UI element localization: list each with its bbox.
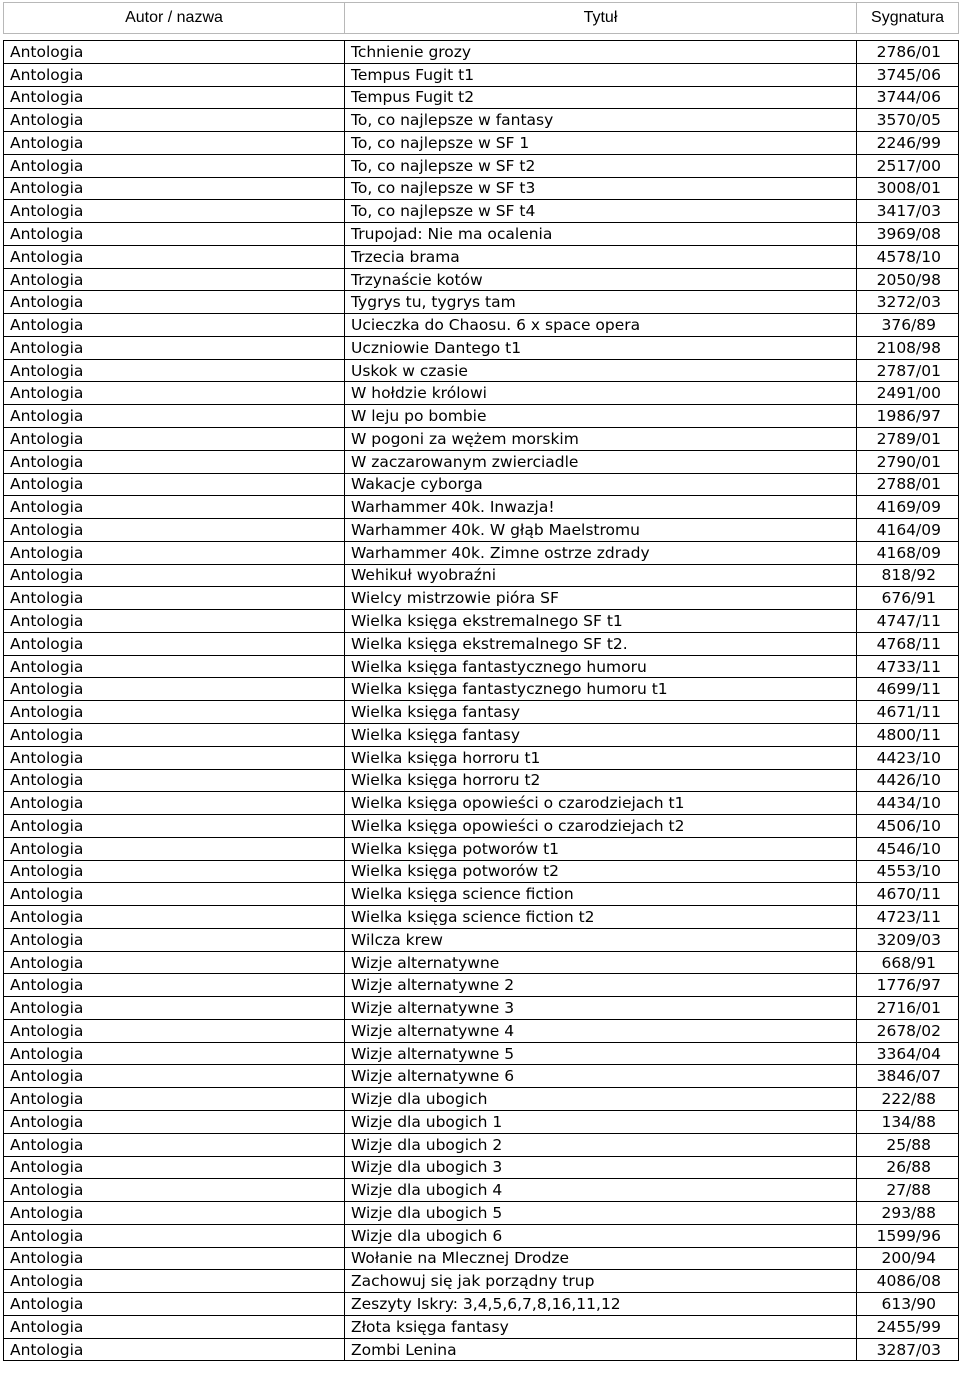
table-row <box>4 1019 959 1042</box>
title-cell: Wielka księga potworów t2 <box>345 860 857 883</box>
author-cell: Antologia <box>4 587 345 610</box>
table-row <box>4 496 959 519</box>
author-cell: Antologia <box>4 541 345 564</box>
table-row <box>4 1110 959 1133</box>
signature-cell: 4578/10 <box>857 245 959 268</box>
title-cell: Trupojad: Nie ma ocalenia <box>345 223 857 246</box>
author-cell: Antologia <box>4 154 345 177</box>
signature-cell: 3744/06 <box>857 86 959 109</box>
title-cell: Wielka księga fantastycznego humoru <box>345 655 857 678</box>
title-cell: Wilcza krew <box>345 928 857 951</box>
title-cell: Tempus Fugit t1 <box>345 63 857 86</box>
author-cell: Antologia <box>4 496 345 519</box>
table-row <box>4 519 959 542</box>
author-cell: Antologia <box>4 132 345 155</box>
title-cell: Wizje dla ubogich <box>345 1088 857 1111</box>
table-row <box>4 701 959 724</box>
table-row <box>4 336 959 359</box>
title-cell: Tempus Fugit t2 <box>345 86 857 109</box>
table-row <box>4 1338 959 1361</box>
author-cell: Antologia <box>4 200 345 223</box>
title-cell: Wizje alternatywne <box>345 951 857 974</box>
author-cell: Antologia <box>4 632 345 655</box>
table-row <box>4 564 959 587</box>
signature-cell: 3287/03 <box>857 1338 959 1361</box>
table-row <box>4 1088 959 1111</box>
table-row <box>4 723 959 746</box>
signature-cell: 4671/11 <box>857 701 959 724</box>
table-row <box>4 792 959 815</box>
title-cell: Wizje dla ubogich 3 <box>345 1156 857 1179</box>
table-row <box>4 1293 959 1316</box>
table-row <box>4 382 959 405</box>
catalog-table <box>3 2 959 1361</box>
table-row <box>4 1156 959 1179</box>
title-cell: Trzynaście kotów <box>345 268 857 291</box>
signature-cell: 4506/10 <box>857 815 959 838</box>
signature-cell: 4434/10 <box>857 792 959 815</box>
author-cell: Antologia <box>4 336 345 359</box>
signature-cell: 293/88 <box>857 1202 959 1225</box>
title-cell: To, co najlepsze w SF t3 <box>345 177 857 200</box>
title-cell: Wizje dla ubogich 5 <box>345 1202 857 1225</box>
header-author: Autor / nazwa <box>4 3 345 34</box>
author-cell: Antologia <box>4 41 345 64</box>
signature-cell: 4747/11 <box>857 610 959 633</box>
table-row <box>4 997 959 1020</box>
signature-cell: 1599/96 <box>857 1224 959 1247</box>
author-cell: Antologia <box>4 564 345 587</box>
table-row <box>4 1270 959 1293</box>
author-cell: Antologia <box>4 519 345 542</box>
signature-cell: 2050/98 <box>857 268 959 291</box>
signature-cell: 2788/01 <box>857 473 959 496</box>
table-row <box>4 86 959 109</box>
author-cell: Antologia <box>4 1224 345 1247</box>
author-cell: Antologia <box>4 1133 345 1156</box>
signature-cell: 4733/11 <box>857 655 959 678</box>
table-row <box>4 109 959 132</box>
table-row <box>4 906 959 929</box>
table-row <box>4 1315 959 1338</box>
author-cell: Antologia <box>4 291 345 314</box>
signature-cell: 4723/11 <box>857 906 959 929</box>
title-cell: Wielka księga science fiction <box>345 883 857 906</box>
signature-cell: 1986/97 <box>857 405 959 428</box>
title-cell: Warhammer 40k. Inwazja! <box>345 496 857 519</box>
signature-cell: 676/91 <box>857 587 959 610</box>
title-cell: Wielka księga ekstremalnego SF t2. <box>345 632 857 655</box>
signature-cell: 3008/01 <box>857 177 959 200</box>
author-cell: Antologia <box>4 1019 345 1042</box>
table-row <box>4 428 959 451</box>
signature-cell: 4553/10 <box>857 860 959 883</box>
table-row <box>4 541 959 564</box>
table-row <box>4 1202 959 1225</box>
table-row <box>4 1247 959 1270</box>
signature-cell: 1776/97 <box>857 974 959 997</box>
title-cell: W zaczarowanym zwierciadle <box>345 450 857 473</box>
table-row <box>4 132 959 155</box>
table-row <box>4 405 959 428</box>
author-cell: Antologia <box>4 109 345 132</box>
table-row <box>4 359 959 382</box>
table-row <box>4 1065 959 1088</box>
table-row <box>4 450 959 473</box>
author-cell: Antologia <box>4 769 345 792</box>
title-cell: Tygrys tu, tygrys tam <box>345 291 857 314</box>
signature-cell: 3745/06 <box>857 63 959 86</box>
signature-cell: 2790/01 <box>857 450 959 473</box>
signature-cell: 2517/00 <box>857 154 959 177</box>
author-cell: Antologia <box>4 428 345 451</box>
table-row <box>4 177 959 200</box>
signature-cell: 4423/10 <box>857 746 959 769</box>
table-row <box>4 291 959 314</box>
signature-cell: 3417/03 <box>857 200 959 223</box>
author-cell: Antologia <box>4 678 345 701</box>
signature-cell: 4086/08 <box>857 1270 959 1293</box>
signature-cell: 4164/09 <box>857 519 959 542</box>
signature-cell: 27/88 <box>857 1179 959 1202</box>
title-cell: To, co najlepsze w SF t2 <box>345 154 857 177</box>
signature-cell: 200/94 <box>857 1247 959 1270</box>
title-cell: Wizje dla ubogich 6 <box>345 1224 857 1247</box>
table-row <box>4 655 959 678</box>
title-cell: Wielka księga opowieści o czarodziejach t2 <box>345 815 857 838</box>
signature-cell: 818/92 <box>857 564 959 587</box>
table-row <box>4 1179 959 1202</box>
table-row <box>4 815 959 838</box>
author-cell: Antologia <box>4 1065 345 1088</box>
table-row <box>4 837 959 860</box>
signature-cell: 4699/11 <box>857 678 959 701</box>
author-cell: Antologia <box>4 1110 345 1133</box>
header-signature: Sygnatura <box>857 3 959 34</box>
signature-cell: 2108/98 <box>857 336 959 359</box>
table-row <box>4 200 959 223</box>
title-cell: Wielka księga horroru t2 <box>345 769 857 792</box>
gap-cell <box>4 34 959 41</box>
author-cell: Antologia <box>4 951 345 974</box>
author-cell: Antologia <box>4 268 345 291</box>
signature-cell: 4768/11 <box>857 632 959 655</box>
author-cell: Antologia <box>4 1338 345 1361</box>
table-row <box>4 245 959 268</box>
title-cell: Warhammer 40k. Zimne ostrze zdrady <box>345 541 857 564</box>
title-cell: Wielka księga potworów t1 <box>345 837 857 860</box>
table-row <box>4 314 959 337</box>
author-cell: Antologia <box>4 928 345 951</box>
author-cell: Antologia <box>4 1293 345 1316</box>
signature-cell: 3969/08 <box>857 223 959 246</box>
title-cell: Wielcy mistrzowie pióra SF <box>345 587 857 610</box>
title-cell: Wizje dla ubogich 2 <box>345 1133 857 1156</box>
author-cell: Antologia <box>4 860 345 883</box>
signature-cell: 668/91 <box>857 951 959 974</box>
signature-cell: 2716/01 <box>857 997 959 1020</box>
title-cell: Wizje alternatywne 6 <box>345 1065 857 1088</box>
signature-cell: 25/88 <box>857 1133 959 1156</box>
signature-cell: 134/88 <box>857 1110 959 1133</box>
author-cell: Antologia <box>4 314 345 337</box>
author-cell: Antologia <box>4 359 345 382</box>
title-cell: Zachowuj się jak porządny trup <box>345 1270 857 1293</box>
title-cell: Wizje alternatywne 2 <box>345 974 857 997</box>
author-cell: Antologia <box>4 86 345 109</box>
title-cell: To, co najlepsze w SF t4 <box>345 200 857 223</box>
table-row <box>4 268 959 291</box>
table-row <box>4 746 959 769</box>
signature-cell: 4169/09 <box>857 496 959 519</box>
author-cell: Antologia <box>4 1179 345 1202</box>
author-cell: Antologia <box>4 1315 345 1338</box>
title-cell: Wehikuł wyobraźni <box>345 564 857 587</box>
author-cell: Antologia <box>4 701 345 724</box>
author-cell: Antologia <box>4 655 345 678</box>
title-cell: Zeszyty Iskry: 3,4,5,6,7,8,16,11,12 <box>345 1293 857 1316</box>
signature-cell: 4426/10 <box>857 769 959 792</box>
signature-cell: 26/88 <box>857 1156 959 1179</box>
table-row <box>4 1042 959 1065</box>
author-cell: Antologia <box>4 223 345 246</box>
title-cell: Wielka księga science fiction t2 <box>345 906 857 929</box>
author-cell: Antologia <box>4 974 345 997</box>
title-cell: Wielka księga opowieści o czarodziejach t1 <box>345 792 857 815</box>
title-cell: Wizje alternatywne 5 <box>345 1042 857 1065</box>
title-cell: Uczniowie Dantego t1 <box>345 336 857 359</box>
title-cell: Wielka księga fantasy <box>345 701 857 724</box>
title-cell: Wielka księga fantastycznego humoru t1 <box>345 678 857 701</box>
title-cell: Wielka księga fantasy <box>345 723 857 746</box>
author-cell: Antologia <box>4 382 345 405</box>
author-cell: Antologia <box>4 837 345 860</box>
header-row <box>4 3 959 34</box>
table-row <box>4 1224 959 1247</box>
signature-cell: 3846/07 <box>857 1065 959 1088</box>
signature-cell: 3570/05 <box>857 109 959 132</box>
title-cell: Ucieczka do Chaosu. 6 x space opera <box>345 314 857 337</box>
author-cell: Antologia <box>4 63 345 86</box>
signature-cell: 2246/99 <box>857 132 959 155</box>
table-row <box>4 974 959 997</box>
table-row <box>4 678 959 701</box>
author-cell: Antologia <box>4 1156 345 1179</box>
author-cell: Antologia <box>4 883 345 906</box>
author-cell: Antologia <box>4 177 345 200</box>
author-cell: Antologia <box>4 1088 345 1111</box>
signature-cell: 613/90 <box>857 1293 959 1316</box>
table-row <box>4 63 959 86</box>
table-row <box>4 951 959 974</box>
author-cell: Antologia <box>4 746 345 769</box>
title-cell: Wielka księga horroru t1 <box>345 746 857 769</box>
author-cell: Antologia <box>4 723 345 746</box>
table-row <box>4 154 959 177</box>
title-cell: Zombi Lenina <box>345 1338 857 1361</box>
title-cell: Wołanie na Mlecznej Drodze <box>345 1247 857 1270</box>
title-cell: Warhammer 40k. W głąb Maelstromu <box>345 519 857 542</box>
signature-cell: 4168/09 <box>857 541 959 564</box>
title-cell: Złota księga fantasy <box>345 1315 857 1338</box>
signature-cell: 2786/01 <box>857 41 959 64</box>
signature-cell: 2789/01 <box>857 428 959 451</box>
signature-cell: 2455/99 <box>857 1315 959 1338</box>
table-row <box>4 769 959 792</box>
title-cell: Wielka księga ekstremalnego SF t1 <box>345 610 857 633</box>
title-cell: W leju po bombie <box>345 405 857 428</box>
title-cell: To, co najlepsze w SF 1 <box>345 132 857 155</box>
header-title: Tytuł <box>345 3 857 34</box>
author-cell: Antologia <box>4 610 345 633</box>
table-row <box>4 860 959 883</box>
signature-cell: 2491/00 <box>857 382 959 405</box>
header-gap <box>4 34 959 41</box>
author-cell: Antologia <box>4 1202 345 1225</box>
table-row <box>4 1133 959 1156</box>
signature-cell: 3364/04 <box>857 1042 959 1065</box>
author-cell: Antologia <box>4 815 345 838</box>
author-cell: Antologia <box>4 1247 345 1270</box>
title-cell: Trzecia brama <box>345 245 857 268</box>
table-row <box>4 883 959 906</box>
signature-cell: 4800/11 <box>857 723 959 746</box>
table-row <box>4 473 959 496</box>
signature-cell: 376/89 <box>857 314 959 337</box>
title-cell: Tchnienie grozy <box>345 41 857 64</box>
author-cell: Antologia <box>4 405 345 428</box>
title-cell: To, co najlepsze w fantasy <box>345 109 857 132</box>
author-cell: Antologia <box>4 450 345 473</box>
title-cell: Wizje dla ubogich 1 <box>345 1110 857 1133</box>
table-row <box>4 632 959 655</box>
signature-cell: 3209/03 <box>857 928 959 951</box>
table-row <box>4 610 959 633</box>
author-cell: Antologia <box>4 997 345 1020</box>
table-row <box>4 41 959 64</box>
signature-cell: 3272/03 <box>857 291 959 314</box>
table-row <box>4 928 959 951</box>
author-cell: Antologia <box>4 1270 345 1293</box>
table-row <box>4 223 959 246</box>
title-cell: W pogoni za wężem morskim <box>345 428 857 451</box>
title-cell: Uskok w czasie <box>345 359 857 382</box>
author-cell: Antologia <box>4 245 345 268</box>
title-cell: Wizje dla ubogich 4 <box>345 1179 857 1202</box>
author-cell: Antologia <box>4 792 345 815</box>
title-cell: Wakacje cyborga <box>345 473 857 496</box>
signature-cell: 222/88 <box>857 1088 959 1111</box>
title-cell: Wizje alternatywne 4 <box>345 1019 857 1042</box>
signature-cell: 2678/02 <box>857 1019 959 1042</box>
title-cell: Wizje alternatywne 3 <box>345 997 857 1020</box>
author-cell: Antologia <box>4 1042 345 1065</box>
author-cell: Antologia <box>4 473 345 496</box>
table-row <box>4 587 959 610</box>
signature-cell: 4670/11 <box>857 883 959 906</box>
signature-cell: 4546/10 <box>857 837 959 860</box>
title-cell: W hołdzie królowi <box>345 382 857 405</box>
author-cell: Antologia <box>4 906 345 929</box>
signature-cell: 2787/01 <box>857 359 959 382</box>
